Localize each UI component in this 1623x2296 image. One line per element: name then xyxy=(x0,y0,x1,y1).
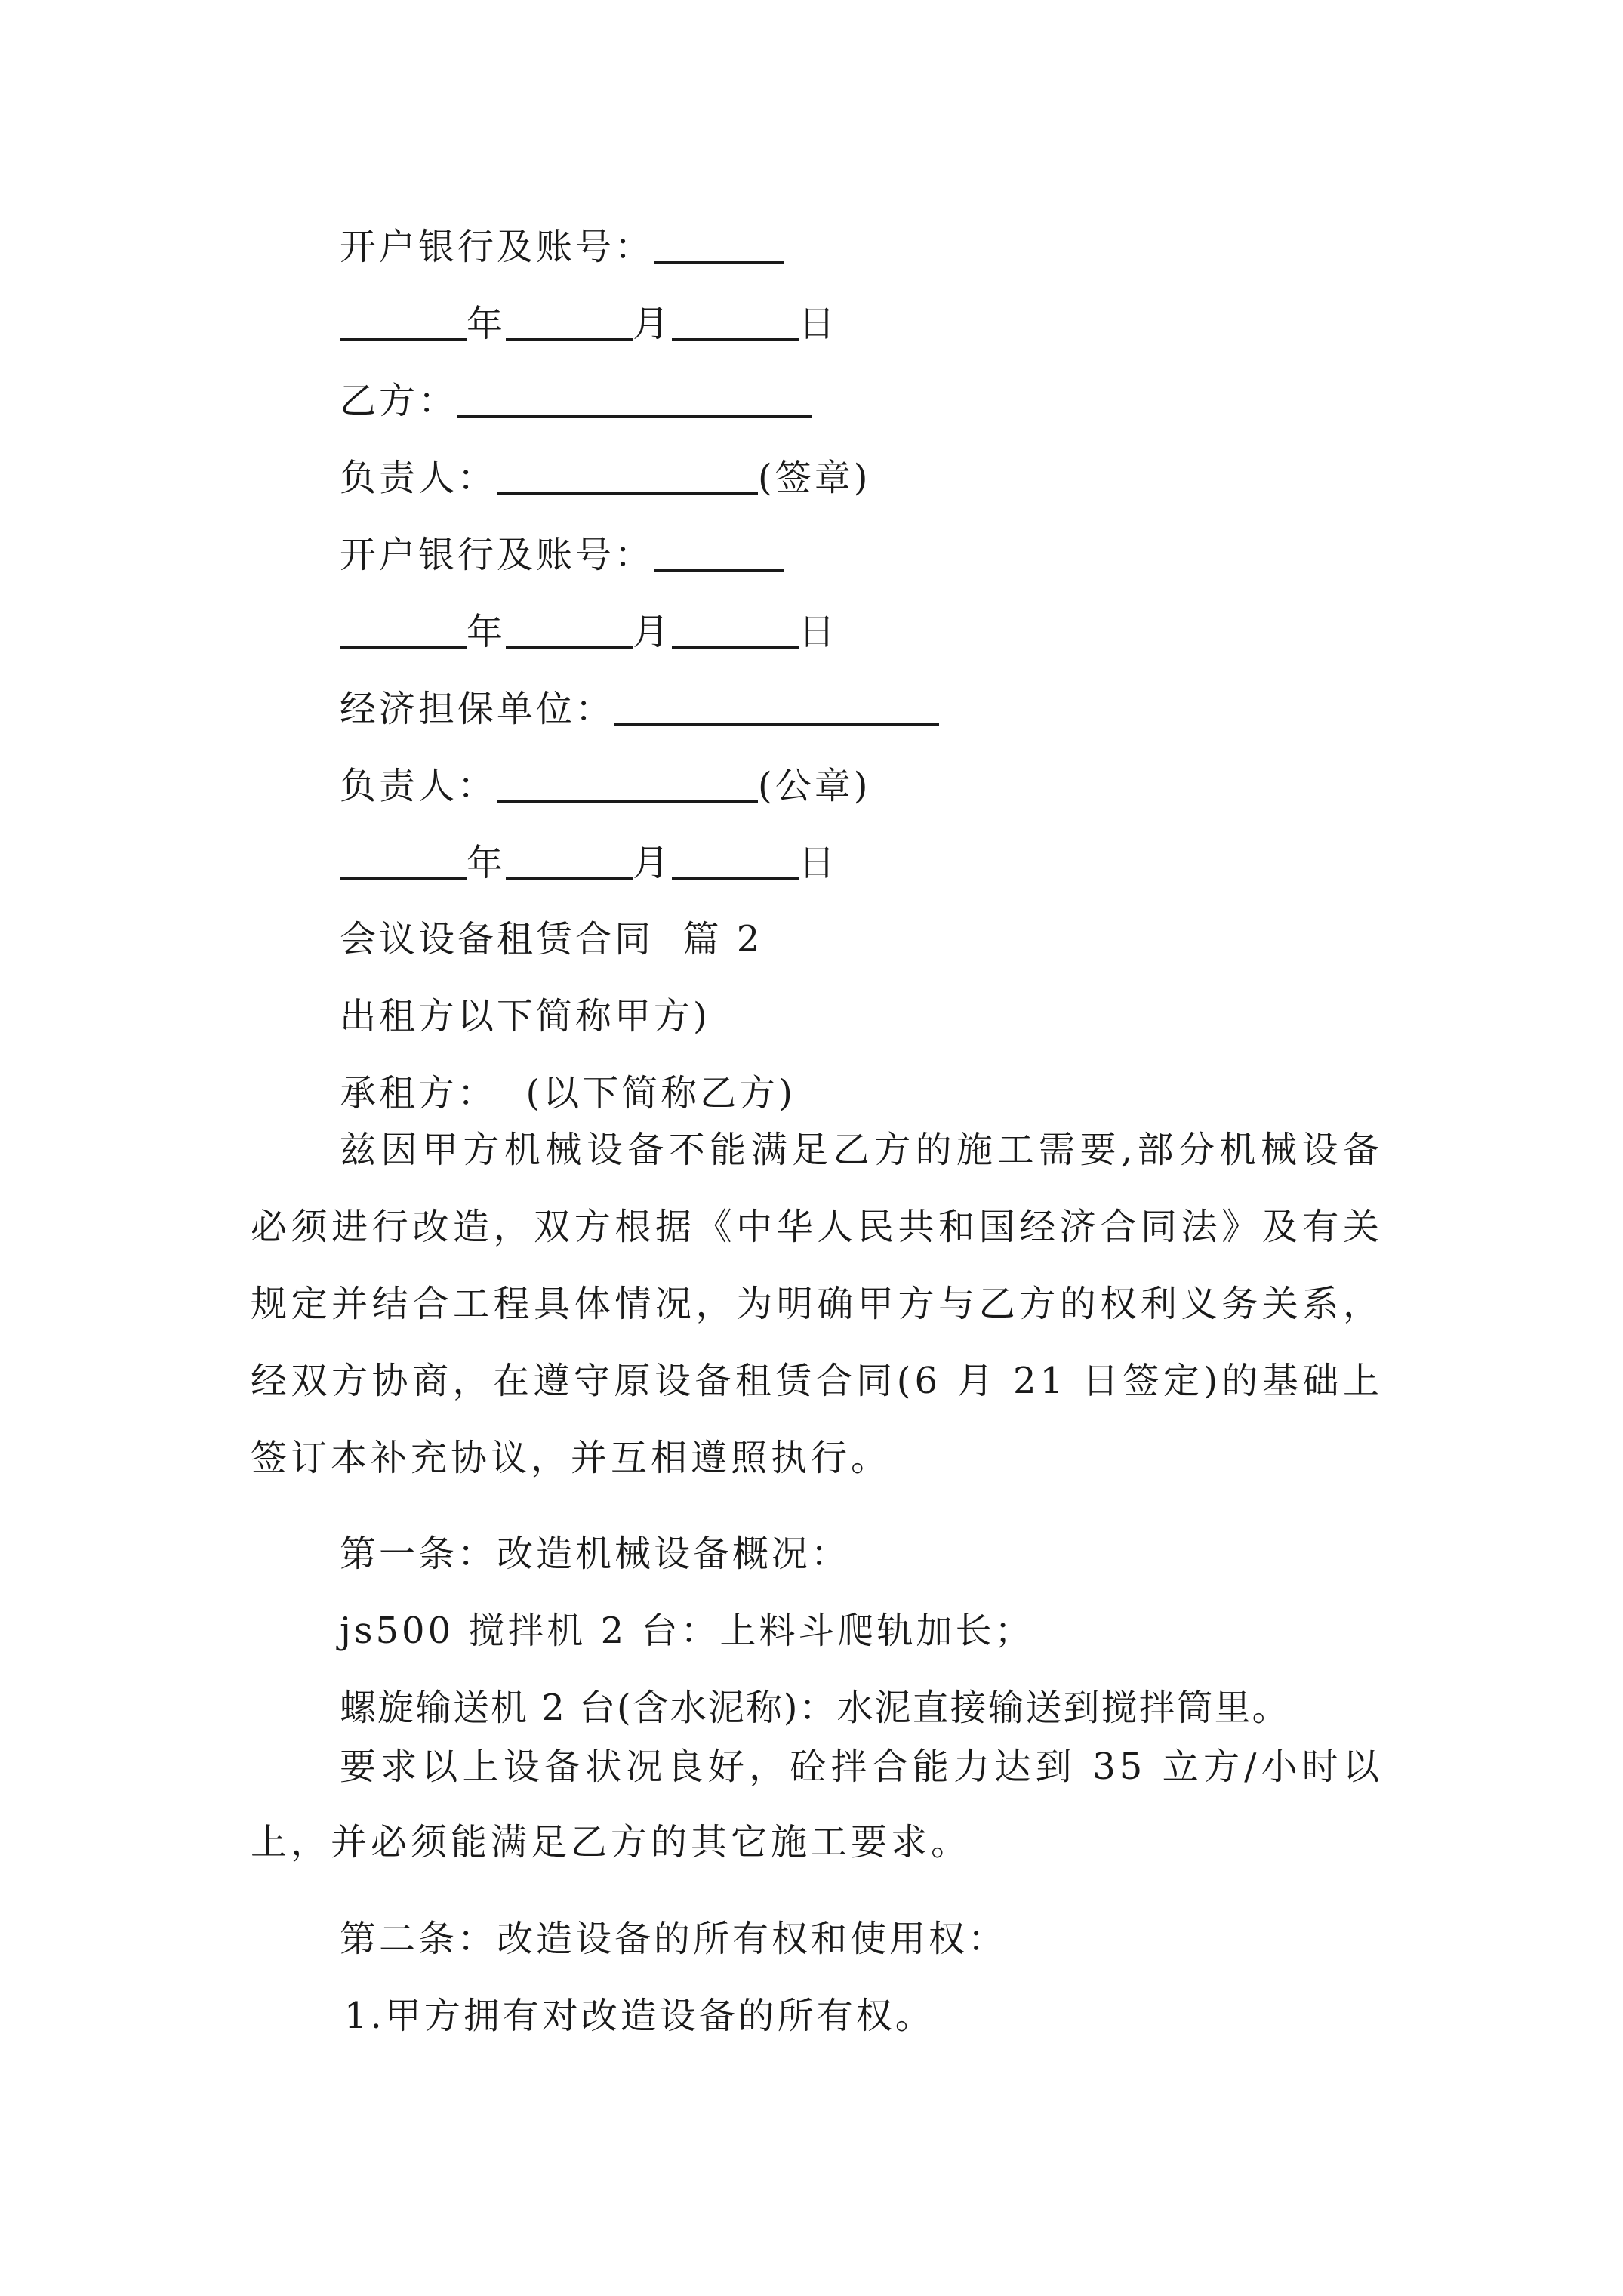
blank-underline xyxy=(457,378,812,418)
responsible-line-b xyxy=(340,763,870,809)
bank-account-line-a xyxy=(340,223,784,270)
intro-paragraph: 兹因甲方机械设备不能满足乙方的施工需要,部分机械设备必须进行改造，双方根据《中华人民共和国经济合同法》及有关规定并结合工程具体情况，为明确甲方与乙方的权利义务关系，经双方协商，在遵守原设备租赁合同(6 月 21 日签定)的基础上签订本补充协议，并互相遵照执行。 xyxy=(251,1129,1383,1479)
blank-underline xyxy=(497,455,758,495)
day-label: 日 xyxy=(799,842,839,884)
party-b-label: 乙方： xyxy=(340,380,458,422)
clause-1: 1.甲方拥有对改造设备的所有权。 xyxy=(344,1995,935,2037)
month-label: 月 xyxy=(633,842,673,884)
requirement-paragraph: 要求以上设备状况良好，砼拌合能力达到 35 立方/小时以上，并必须能满足乙方的其它施工要求。 xyxy=(251,1746,1383,1863)
blank-underline xyxy=(654,532,784,572)
month-label: 月 xyxy=(633,303,673,345)
blank-underline xyxy=(506,300,633,341)
blank-underline xyxy=(672,609,799,649)
year-label: 年 xyxy=(467,611,507,653)
day-label: 日 xyxy=(799,303,839,345)
blank-underline xyxy=(506,609,633,649)
bank-account-label: 开户银行及账号： xyxy=(340,226,654,268)
year-label: 年 xyxy=(467,303,507,345)
lessee-line: 承租方： (以下简称乙方) xyxy=(340,1072,796,1114)
blank-underline xyxy=(654,223,784,264)
lessor-line: 出租方以下简称甲方) xyxy=(340,995,710,1037)
article-1-title: 第一条：改造机械设备概况： xyxy=(340,1533,851,1575)
year-label: 年 xyxy=(467,842,507,884)
seal-note: (公章) xyxy=(758,765,871,807)
party-b-line xyxy=(340,378,812,424)
blank-underline xyxy=(672,840,799,880)
equipment-item-2: 螺旋输送机 2 台(含水泥称)：水泥直接输送到搅拌筒里。 xyxy=(340,1687,1290,1729)
responsible-label: 负责人： xyxy=(340,765,497,807)
blank-underline xyxy=(506,840,633,880)
blank-underline xyxy=(497,763,758,803)
bank-account-line-b xyxy=(340,532,784,578)
blank-underline xyxy=(672,300,799,341)
bank-account-label: 开户银行及账号： xyxy=(340,534,654,576)
blank-underline xyxy=(340,300,467,341)
responsible-label: 负责人： xyxy=(340,457,497,499)
guarantor-line xyxy=(340,686,939,732)
day-label: 日 xyxy=(799,611,839,653)
date-line-b xyxy=(340,609,838,655)
guarantor-label: 经济担保单位： xyxy=(340,688,615,730)
date-line-c xyxy=(340,840,838,886)
blank-underline xyxy=(614,686,939,726)
responsible-line-a xyxy=(340,455,870,501)
blank-underline xyxy=(340,840,467,880)
equipment-item-1: js500 搅拌机 2 台：上料斗爬轨加长； xyxy=(340,1610,1034,1652)
article-2-title: 第二条：改造设备的所有权和使用权： xyxy=(340,1918,1008,1960)
date-line-a xyxy=(340,300,838,347)
signature-note: (签章) xyxy=(758,457,871,499)
blank-underline xyxy=(340,609,467,649)
month-label: 月 xyxy=(633,611,673,653)
contract-title: 会议设备租赁合同 篇 2 xyxy=(340,918,763,960)
